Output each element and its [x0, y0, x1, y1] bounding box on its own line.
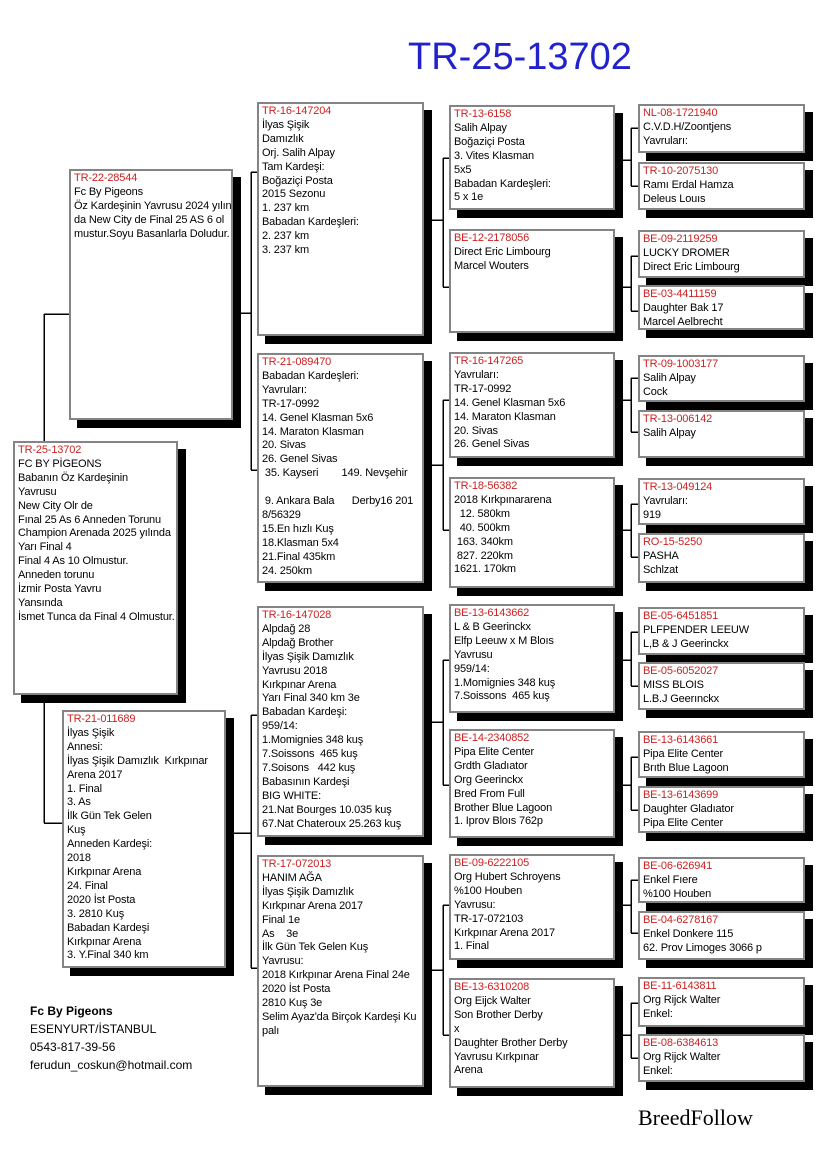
pedigree-text-line: 2. 237 km: [262, 230, 309, 243]
ring-number: TR-25-13702: [18, 444, 82, 456]
pedigree-text-line: Enkel Fıere: [643, 873, 698, 886]
loft-location: ESENYURT/İSTANBUL: [30, 1022, 157, 1036]
pedigree-text-line: Direct Eric Limbourg: [454, 245, 551, 258]
pedigree-text-line: Kuş: [67, 824, 86, 837]
ring-number: BE-05-6451851: [643, 610, 719, 622]
pedigree-text-line: Daughter Bak 17: [643, 301, 724, 314]
pedigree-box-TR-16-147204[interactable]: [257, 102, 424, 336]
pedigree-text-line: 3. As: [67, 796, 91, 809]
pedigree-text-line: 21.Nat Bourges 10.035 kuş: [262, 803, 392, 816]
pedigree-text-line: Yavrusu: [18, 485, 57, 498]
pedigree-text-line: L & B Geerinckx: [454, 620, 531, 633]
pedigree-box-BE-13-6143662[interactable]: [449, 604, 615, 713]
pedigree-text-line: Cock: [643, 385, 668, 398]
pedigree-text-line: 3. Y.Final 340 km: [67, 949, 149, 962]
ring-number: TR-13-049124: [643, 481, 713, 493]
ring-number: TR-22-28544: [74, 172, 138, 184]
pedigree-text-line: 5 x 1e: [454, 191, 484, 204]
pedigree-text-line: Yarı Final 4: [18, 541, 72, 554]
ring-number: BE-09-2119259: [643, 233, 718, 245]
pedigree-text-line: x: [454, 1022, 460, 1035]
pedigree-text-line: Babanın Öz Kardeşinin: [18, 471, 128, 484]
pedigree-text-line: MISS BLOIS: [643, 678, 704, 691]
pedigree-text-line: TR-17-0992: [454, 382, 512, 395]
pedigree-text-line: Kırkpınar Arena: [67, 935, 142, 948]
pedigree-box-BE-04-6278167[interactable]: [638, 911, 805, 960]
pedigree-text-line: 14. Maraton Klasman: [454, 410, 556, 423]
pedigree-text-line: mustur.Soyu Basanlarla Doludur.: [74, 227, 230, 240]
pedigree-text-line: FC BY PİGEONS: [18, 457, 102, 470]
pedigree-text-line: 24. Final: [67, 879, 108, 892]
pedigree-text-line: 62. Prov Limoges 3066 p: [643, 941, 762, 954]
pedigree-text-line: PASHA: [643, 549, 679, 562]
pedigree-box-BE-13-6143699[interactable]: [638, 786, 805, 833]
pedigree-text-line: Kırkpınar Arena: [67, 865, 142, 878]
pedigree-box-BE-11-6143811[interactable]: [638, 977, 805, 1027]
pedigree-text-line: İlyas Şişik Damızlık: [262, 650, 354, 663]
pedigree-text-line: 2018: [67, 852, 91, 865]
pedigree-title: TR-25-13702: [408, 36, 632, 78]
pedigree-text-line: 35. Kayseri 149. Nevşehir: [262, 467, 408, 480]
pedigree-text-line: TR-17-0992: [262, 397, 320, 410]
pedigree-text-line: 7.Soissons 465 kuş: [262, 748, 358, 761]
pedigree-text-line: 1.Momignies 348 kuş: [454, 676, 556, 689]
pedigree-text-line: Elfp Leeuw x M Bloıs: [454, 634, 554, 647]
pedigree-text-line: Org Eijck Walter: [454, 994, 531, 1007]
pedigree-text-line: Yavrusu: [454, 648, 493, 661]
pedigree-text-line: Daughter Gladıator: [643, 802, 734, 815]
ring-number: NL-08-1721940: [643, 107, 718, 119]
pedigree-text-line: BIG WHITE:: [262, 789, 322, 802]
pedigree-text-line: 8/56329: [262, 508, 301, 521]
ring-number: TR-16-147265: [454, 355, 524, 367]
pedigree-text-line: 18.Klasman 5x4: [262, 536, 339, 549]
pedigree-text-line: Annesi:: [67, 740, 103, 753]
ring-number: TR-16-147028: [262, 609, 332, 621]
pedigree-text-line: Yarı Final 340 km 3e: [262, 692, 360, 705]
pedigree-text-line: 2018 Kırkpınar Arena Final 24e: [262, 969, 410, 982]
pedigree-text-line: L,B & J Geerinckx: [643, 637, 729, 650]
pedigree-text-line: 9. Ankara Bala Derby16 201: [262, 495, 414, 508]
ring-number: TR-17-072013: [262, 858, 332, 870]
pedigree-box-BE-09-6222105[interactable]: [449, 854, 615, 960]
pedigree-text-line: 163. 340km: [454, 535, 513, 548]
pedigree-text-line: Schlzat: [643, 563, 679, 576]
pedigree-box-TR-13-049124[interactable]: [638, 478, 805, 525]
pedigree-text-line: 14. Maraton Klasman: [262, 425, 364, 438]
pedigree-text-line: %100 Houben: [643, 887, 712, 900]
pedigree-text-line: Yavruları:: [454, 368, 499, 381]
pedigree-text-line: As 3e: [262, 927, 299, 940]
pedigree-text-line: Ramı Erdal Hamza: [643, 178, 734, 191]
pedigree-text-line: İsmet Tunca da Final 4 Olmustur.: [18, 610, 175, 623]
pedigree-box-NL-08-1721940[interactable]: [638, 104, 805, 153]
pedigree-text-line: 7.Soissons 465 kuş: [454, 690, 550, 703]
pedigree-text-line: Org Hubert Schroyens: [454, 870, 561, 883]
pedigree-text-line: Brother Blue Lagoon: [454, 801, 553, 814]
pedigree-box-TR-22-28544[interactable]: [69, 169, 233, 420]
pedigree-text-line: İlyas Şişik: [67, 726, 115, 739]
ring-number: TR-13-6158: [454, 108, 512, 120]
pedigree-text-line: Bred From Full: [454, 787, 525, 800]
pedigree-text-line: Yavrusu Kırkpınar: [454, 1050, 539, 1063]
pedigree-text-line: 40. 500km: [454, 521, 510, 534]
ring-number: BE-04-6278167: [643, 914, 719, 926]
pedigree-text-line: Grdth Gladıator: [454, 759, 528, 772]
pedigree-text-line: Pipa Elite Center: [454, 745, 534, 758]
pedigree-text-line: 827. 220km: [454, 549, 513, 562]
loft-contact-info: [30, 1002, 192, 1074]
pedigree-text-line: Orj. Salih Alpay: [262, 146, 335, 159]
ring-number: BE-08-6384613: [643, 1037, 719, 1049]
pedigree-box-TR-13-006142[interactable]: [638, 410, 805, 458]
pedigree-text-line: 3. 237 km: [262, 244, 309, 257]
pedigree-text-line: Kırkpınar Arena: [262, 678, 337, 691]
pedigree-text-line: İlk Gün Tek Gelen Kuş: [262, 941, 369, 954]
pedigree-text-line: Salih Alpay: [643, 371, 696, 384]
pedigree-box-BE-05-6052027[interactable]: [638, 662, 805, 710]
pedigree-box-TR-21-011689[interactable]: [62, 710, 226, 968]
pedigree-text-line: Brıth Blue Lagoon: [643, 761, 729, 774]
pedigree-box-TR-10-2075130[interactable]: [638, 162, 805, 210]
pedigree-text-line: LUCKY DROMER: [643, 246, 730, 259]
pedigree-box-TR-16-147265[interactable]: [449, 352, 615, 458]
pedigree-text-line: 3. Vites Klasman: [454, 149, 534, 162]
pedigree-text-line: 14. Genel Klasman 5x6: [454, 396, 566, 409]
pedigree-text-line: 12. 580km: [454, 507, 510, 520]
pedigree-text-line: Yavruları:: [643, 494, 688, 507]
pedigree-text-line: Son Brother Derby: [454, 1008, 543, 1021]
pedigree-text-line: 14. Genel Klasman 5x6: [262, 411, 374, 424]
pedigree-text-line: 26. Genel Sivas: [262, 453, 338, 466]
pedigree-text-line: İzmir Posta Yavru: [18, 583, 102, 596]
pedigree-text-line: Arena 2017: [67, 768, 123, 781]
pedigree-box-TR-18-56382[interactable]: [449, 477, 615, 588]
pedigree-text-line: C.V.D.H/Zoontjens: [643, 120, 732, 133]
pedigree-text-line: Fınal 25 As 6 Anneden Torunu: [18, 513, 161, 526]
pedigree-text-line: Babadan Kardeşi:: [262, 706, 348, 719]
pedigree-text-line: Yavruları:: [262, 383, 307, 396]
pedigree-box-TR-21-089470[interactable]: [257, 353, 424, 583]
pedigree-text-line: 2020 İst Posta: [262, 983, 331, 996]
pedigree-box-TR-25-13702[interactable]: [13, 441, 178, 695]
pedigree-text-line: 21.Final 435km: [262, 550, 336, 563]
pedigree-text-line: Yavrusu 2018: [262, 664, 328, 677]
loft-email: ferudun_coskun@hotmail.com: [30, 1058, 193, 1072]
pedigree-text-line: İlyas Şişik: [262, 118, 310, 131]
pedigree-text-line: 2015 Sezonu: [262, 188, 326, 201]
pedigree-text-line: Arena: [454, 1064, 483, 1077]
pedigree-text-line: İlyas Şişik Damızlık Kırkpınar: [67, 754, 208, 767]
pedigree-text-line: 1.Momignies 348 kuş: [262, 734, 364, 747]
pedigree-text-line: Pipa Elite Center: [643, 747, 723, 760]
pedigree-box-BE-14-2340852[interactable]: [449, 729, 615, 838]
pedigree-text-line: 1. 237 km: [262, 202, 309, 215]
ring-number: BE-03-4411159: [643, 288, 717, 300]
pedigree-text-line: 20. Sivas: [262, 439, 306, 452]
pedigree-text-line: HANIM AĞA: [262, 871, 322, 884]
pedigree-text-line: Boğaziçi Posta: [454, 135, 525, 148]
pedigree-text-line: Anneden torunu: [18, 569, 95, 582]
pedigree-text-line: Deleus Louıs: [643, 192, 706, 205]
pedigree-text-line: Salih Alpay: [643, 426, 696, 439]
pedigree-text-line: Babadan Kardeşleri:: [262, 216, 359, 229]
pedigree-text-line: Final 1e: [262, 913, 300, 926]
ring-number: RO-15-5250: [643, 536, 703, 548]
pedigree-text-line: Anneden Kardeşi:: [67, 838, 153, 851]
pedigree-text-line: 2018 Kırkpınararena: [454, 493, 552, 506]
pedigree-text-line: 26. Genel Sivas: [454, 438, 530, 451]
pedigree-text-line: Yavrusu:: [262, 955, 304, 968]
ring-number: BE-14-2340852: [454, 732, 530, 744]
pedigree-box-BE-13-6143661[interactable]: [638, 731, 805, 778]
pedigree-text-line: 959/14:: [454, 662, 490, 675]
pedigree-box-TR-09-1003177[interactable]: [638, 355, 805, 402]
pedigree-text-line: Yansında: [18, 596, 63, 609]
pedigree-text-line: Babadan Kardeşleri:: [454, 177, 551, 190]
pedigree-text-line: Final 4 As 10 Olmustur.: [18, 555, 129, 568]
pedigree-text-line: [262, 481, 419, 495]
pedigree-text-line: Enkel:: [643, 1064, 673, 1077]
pedigree-text-line: Org Rijck Walter: [643, 1050, 721, 1063]
pedigree-text-line: Damızlık: [262, 132, 304, 145]
pedigree-text-line: 5x5: [454, 163, 472, 176]
pedigree-text-line: Direct Eric Limbourg: [643, 260, 740, 273]
pedigree-text-line: Kırkpınar Arena 2017: [262, 899, 363, 912]
ring-number: TR-13-006142: [643, 413, 713, 425]
pedigree-text-line: Org Geerinckx: [454, 773, 523, 786]
ring-number: BE-13-6143662: [454, 607, 530, 619]
pedigree-box-BE-05-6451851[interactable]: [638, 607, 805, 655]
pedigree-text-line: 1621. 170km: [454, 563, 516, 576]
pedigree-text-line: 959/14:: [262, 720, 298, 733]
pedigree-text-line: Babasının Kardeşi: [262, 775, 350, 788]
pedigree-text-line: 15.En hızlı Kuş: [262, 522, 334, 535]
pedigree-text-line: 1. Iprov Bloıs 762p: [454, 815, 543, 828]
pedigree-text-line: palı: [262, 1024, 280, 1037]
ring-number: TR-18-56382: [454, 480, 518, 492]
pedigree-text-line: Marcel Aelbrecht: [643, 315, 723, 328]
pedigree-text-line: 20. Sivas: [454, 424, 498, 437]
ring-number: BE-06-626941: [643, 860, 713, 872]
pedigree-text-line: %100 Houben: [454, 884, 523, 897]
pedigree-text-line: PLFPENDER LEEUW: [643, 623, 749, 636]
pedigree-text-line: Marcel Wouters: [454, 259, 529, 272]
pedigree-box-BE-03-4411159[interactable]: [638, 285, 805, 330]
pedigree-text-line: İlk Gün Tek Gelen: [67, 810, 152, 823]
pedigree-box-TR-16-147028[interactable]: [257, 606, 424, 837]
pedigree-text-line: Yavrusu:: [454, 898, 496, 911]
pedigree-text-line: Yavruları:: [643, 134, 688, 147]
ring-number: TR-16-147204: [262, 105, 332, 117]
pedigree-text-line: Fc By Pigeons: [74, 185, 143, 198]
loft-phone: 0543-817-39-56: [30, 1040, 116, 1054]
pedigree-box-RO-15-5250[interactable]: [638, 533, 805, 583]
pedigree-text-line: TR-17-072103: [454, 912, 524, 925]
pedigree-box-BE-08-6384613[interactable]: [638, 1034, 805, 1082]
pedigree-text-line: Tam Kardeşi:: [262, 160, 325, 173]
pedigree-text-line: Kırkpınar Arena 2017: [454, 926, 555, 939]
pedigree-text-line: 2020 İst Posta: [67, 893, 136, 906]
pedigree-box-TR-17-072013[interactable]: [257, 855, 424, 1087]
ring-number: BE-13-6310208: [454, 981, 530, 993]
pedigree-text-line: 1. Final: [454, 940, 489, 953]
pedigree-text-line: İlyas Şişik Damızlık: [262, 885, 354, 898]
pedigree-text-line: 67.Nat Chateroux 25.263 kuş: [262, 817, 402, 830]
breedfollow-logo: BreedFollow: [638, 1105, 753, 1130]
pedigree-text-line: Babadan Kardeşleri:: [262, 369, 359, 382]
pedigree-text-line: da New City de Final 25 AS 6 ol: [74, 213, 225, 226]
pedigree-box-BE-13-6310208[interactable]: [449, 978, 615, 1088]
pedigree-text-line: Babadan Kardeşi: [67, 921, 150, 934]
ring-number: BE-09-6222105: [454, 857, 530, 869]
pedigree-text-line: Pipa Elite Center: [643, 816, 723, 829]
pedigree-text-line: Enkel Donkere 115: [643, 927, 734, 940]
pedigree-text-line: Öz Kardeşinin Yavrusu 2024 yılın: [74, 199, 232, 212]
ring-number: BE-11-6143811: [643, 980, 717, 992]
pedigree-box-TR-13-6158[interactable]: [449, 105, 615, 210]
ring-number: TR-09-1003177: [643, 358, 719, 370]
pedigree-text-line: Selim Ayaz'da Birçok Kardeşi Ku: [262, 1010, 417, 1023]
pedigree-text-line: 919: [643, 508, 661, 521]
pedigree-text-line: Salih Alpay: [454, 121, 507, 134]
ring-number: TR-21-089470: [262, 356, 332, 368]
pedigree-text-line: 1. Final: [67, 782, 102, 795]
pedigree-text-line: New City Olr de: [18, 499, 93, 512]
pedigree-text-line: 3. 2810 Kuş: [67, 907, 125, 920]
pedigree-text-line: Champion Arenada 2025 yılında: [18, 527, 171, 540]
pedigree-text-line: Daughter Brother Derby: [454, 1036, 568, 1049]
ring-number: BE-05-6052027: [643, 665, 719, 677]
ring-number: BE-13-6143661: [643, 734, 719, 746]
pedigree-text-line: Alpdağ Brother: [262, 636, 334, 649]
pedigree-text-line: 2810 Kuş 3e: [262, 997, 323, 1010]
pedigree-text-line: Enkel:: [643, 1007, 673, 1020]
ring-number: TR-21-011689: [67, 713, 136, 725]
ring-number: BE-13-6143699: [643, 789, 719, 801]
pedigree-box-BE-12-2178056[interactable]: [449, 229, 615, 333]
ring-number: BE-12-2178056: [454, 232, 530, 244]
loft-name: Fc By Pigeons: [30, 1004, 113, 1018]
pedigree-text-line: Boğaziçi Posta: [262, 174, 333, 187]
pedigree-text-line: L.B.J Geerınckx: [643, 692, 720, 705]
pedigree-text-line: Org Rijck Walter: [643, 993, 721, 1006]
pedigree-text-line: 24. 250km: [262, 564, 313, 577]
pedigree-text-line: Alpdağ 28: [262, 622, 311, 635]
ring-number: TR-10-2075130: [643, 165, 719, 177]
pedigree-box-BE-06-626941[interactable]: [638, 857, 805, 903]
pedigree-box-BE-09-2119259[interactable]: [638, 230, 805, 278]
pedigree-text-line: 7.Soisons 442 kuş: [262, 761, 356, 774]
